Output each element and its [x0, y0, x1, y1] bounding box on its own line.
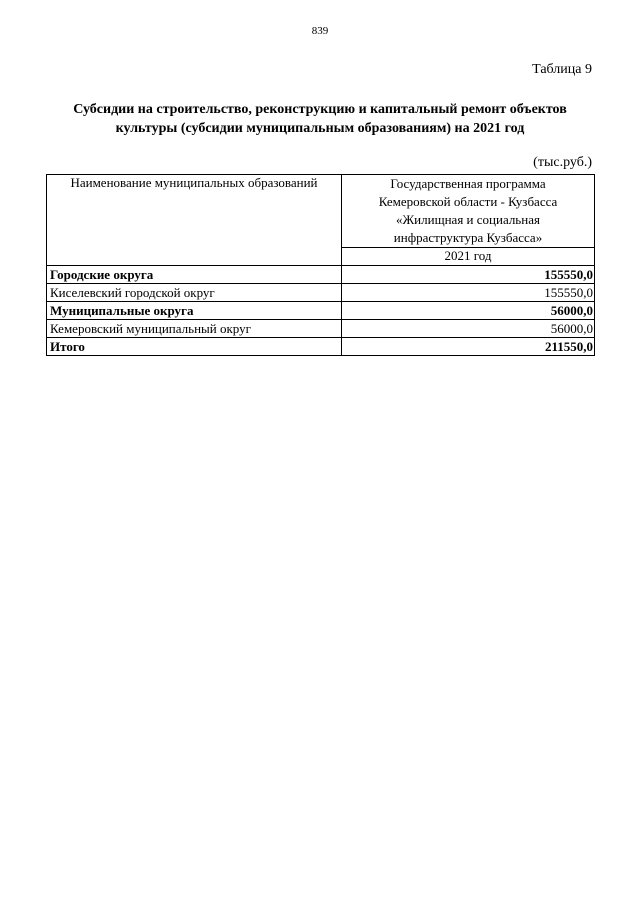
table-row — [47, 320, 595, 338]
title-line-2: культуры (субсидии муниципальным образованиям) на 2021 год — [115, 121, 525, 136]
table-row — [47, 338, 595, 356]
column-header-name: Наименование муниципальных образований — [47, 175, 342, 266]
row-value: 56000,0 — [342, 320, 595, 338]
table-row — [47, 302, 595, 320]
row-name: Итого — [47, 338, 342, 356]
row-value: 155550,0 — [342, 284, 595, 302]
table-row — [47, 266, 595, 284]
row-value: 56000,0 — [342, 302, 595, 320]
subsidies-table — [46, 174, 595, 356]
column-header-program — [342, 175, 595, 248]
program-header-line: инфраструктура Кузбасса» — [393, 230, 543, 245]
row-name: Городские округа — [47, 266, 342, 284]
row-name: Кемеровский муниципальный округ — [47, 320, 342, 338]
row-name: Киселевский городской округ — [47, 284, 342, 302]
column-header-year: 2021 год — [342, 248, 595, 266]
program-header-line: «Жилищная и социальная — [396, 212, 540, 227]
row-name: Муниципальные округа — [47, 302, 342, 320]
table-row — [47, 284, 595, 302]
page-number: 839 — [311, 25, 329, 37]
table-label: Таблица 9 — [532, 62, 592, 77]
title-line-1: Субсидии на строительство, реконструкцию и капитальный ремонт объектов — [73, 102, 567, 117]
program-header-line: Государственная программа — [390, 176, 546, 191]
document-title — [60, 100, 580, 138]
row-value: 211550,0 — [342, 338, 595, 356]
program-header-line: Кемеровской области - Кузбасса — [378, 194, 558, 209]
units-label: (тыс.руб.) — [533, 155, 592, 170]
row-value: 155550,0 — [342, 266, 595, 284]
